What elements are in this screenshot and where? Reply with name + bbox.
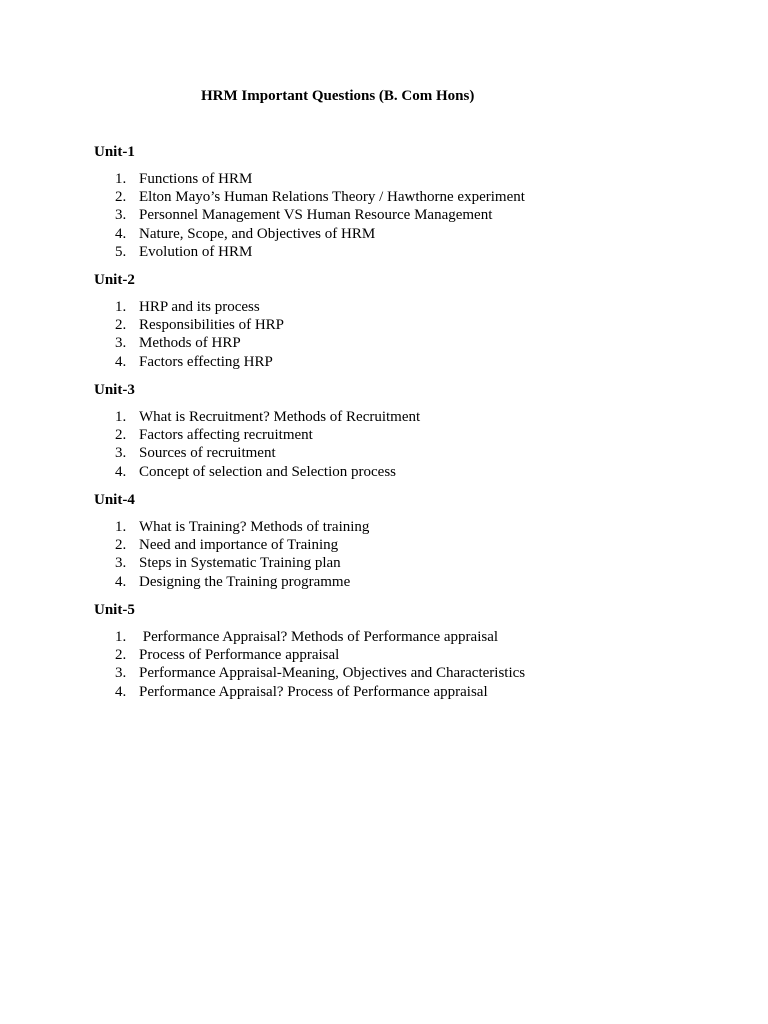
question-text: What is Recruitment? Methods of Recruitment xyxy=(139,409,421,425)
question-text: Need and importance of Training xyxy=(139,537,339,554)
question-text: Elton Mayo’s Human Relations Theory / Hawthorne experiment xyxy=(139,189,525,206)
question-text: Concept of selection and Selection process xyxy=(139,463,397,480)
question-number: 2. xyxy=(115,317,127,334)
question-item xyxy=(94,518,694,536)
question-text: Evolution of HRM xyxy=(139,243,253,260)
question-number: 4. xyxy=(115,225,127,242)
question-number: 4. xyxy=(115,463,127,480)
question-text: Methods of HRP xyxy=(139,335,241,352)
question-item xyxy=(94,316,694,334)
unit-heading: Unit-1 xyxy=(94,144,135,160)
question-item xyxy=(94,243,694,261)
question-item xyxy=(94,444,694,462)
question-item xyxy=(94,206,694,224)
question-item xyxy=(94,664,694,682)
unit-section-1 xyxy=(94,143,694,261)
unit-section-2 xyxy=(94,271,694,371)
question-number: 3. xyxy=(115,665,127,682)
question-text: Process of Performance appraisal xyxy=(139,647,340,664)
question-text: Responsibilities of HRP xyxy=(139,317,285,334)
unit-section-3 xyxy=(94,381,694,481)
question-item xyxy=(94,188,694,206)
question-number: 1. xyxy=(115,519,127,535)
question-item xyxy=(94,408,694,426)
unit-heading: Unit-4 xyxy=(94,492,135,508)
unit-heading: Unit-2 xyxy=(94,272,135,288)
question-text: Functions of HRM xyxy=(139,171,253,187)
question-item xyxy=(94,628,694,646)
question-number: 5. xyxy=(115,243,127,260)
question-text: Personnel Management VS Human Resource Management xyxy=(139,207,493,224)
question-number: 3. xyxy=(115,555,127,572)
unit-heading: Unit-3 xyxy=(94,382,135,398)
question-list xyxy=(94,408,694,481)
unit-heading: Unit-5 xyxy=(94,602,135,618)
question-item xyxy=(94,225,694,243)
question-item xyxy=(94,536,694,554)
question-number: 1. xyxy=(115,409,127,425)
question-list xyxy=(94,298,694,371)
question-number: 1. xyxy=(115,171,127,187)
question-text: Factors affecting recruitment xyxy=(139,427,313,444)
question-item xyxy=(94,353,694,371)
question-text: What is Training? Methods of training xyxy=(139,519,370,535)
question-number: 3. xyxy=(115,445,127,462)
question-text: Performance Appraisal? Methods of Performance appraisal xyxy=(139,629,499,645)
unit-section-5 xyxy=(94,601,694,701)
question-text: Performance Appraisal-Meaning, Objectives and Characteristics xyxy=(139,665,526,682)
question-number: 1. xyxy=(115,299,127,315)
question-number: 1. xyxy=(115,629,127,645)
question-number: 3. xyxy=(115,335,127,352)
question-item xyxy=(94,298,694,316)
question-list xyxy=(94,518,694,591)
unit-section-4 xyxy=(94,491,694,591)
question-item xyxy=(94,554,694,572)
question-text: Designing the Training programme xyxy=(139,573,351,590)
question-item xyxy=(94,170,694,188)
question-item xyxy=(94,334,694,352)
question-item xyxy=(94,646,694,664)
question-item xyxy=(94,426,694,444)
question-item xyxy=(94,573,694,591)
question-list xyxy=(94,628,694,701)
question-item xyxy=(94,463,694,481)
question-list xyxy=(94,170,694,261)
question-number: 4. xyxy=(115,353,127,370)
question-text: Sources of recruitment xyxy=(139,445,276,462)
question-number: 4. xyxy=(115,573,127,590)
question-item xyxy=(94,683,694,701)
question-text: Nature, Scope, and Objectives of HRM xyxy=(139,225,376,242)
question-number: 4. xyxy=(115,683,127,700)
question-number: 2. xyxy=(115,537,127,554)
question-text: Steps in Systematic Training plan xyxy=(139,555,341,572)
question-text: HRP and its process xyxy=(139,299,260,315)
question-text: Performance Appraisal? Process of Performance appraisal xyxy=(139,683,488,700)
question-number: 3. xyxy=(115,207,127,224)
question-number: 2. xyxy=(115,647,127,664)
question-number: 2. xyxy=(115,189,127,206)
question-number: 2. xyxy=(115,427,127,444)
question-text: Factors effecting HRP xyxy=(139,353,273,370)
document-title: HRM Important Questions (B. Com Hons) xyxy=(201,88,475,104)
